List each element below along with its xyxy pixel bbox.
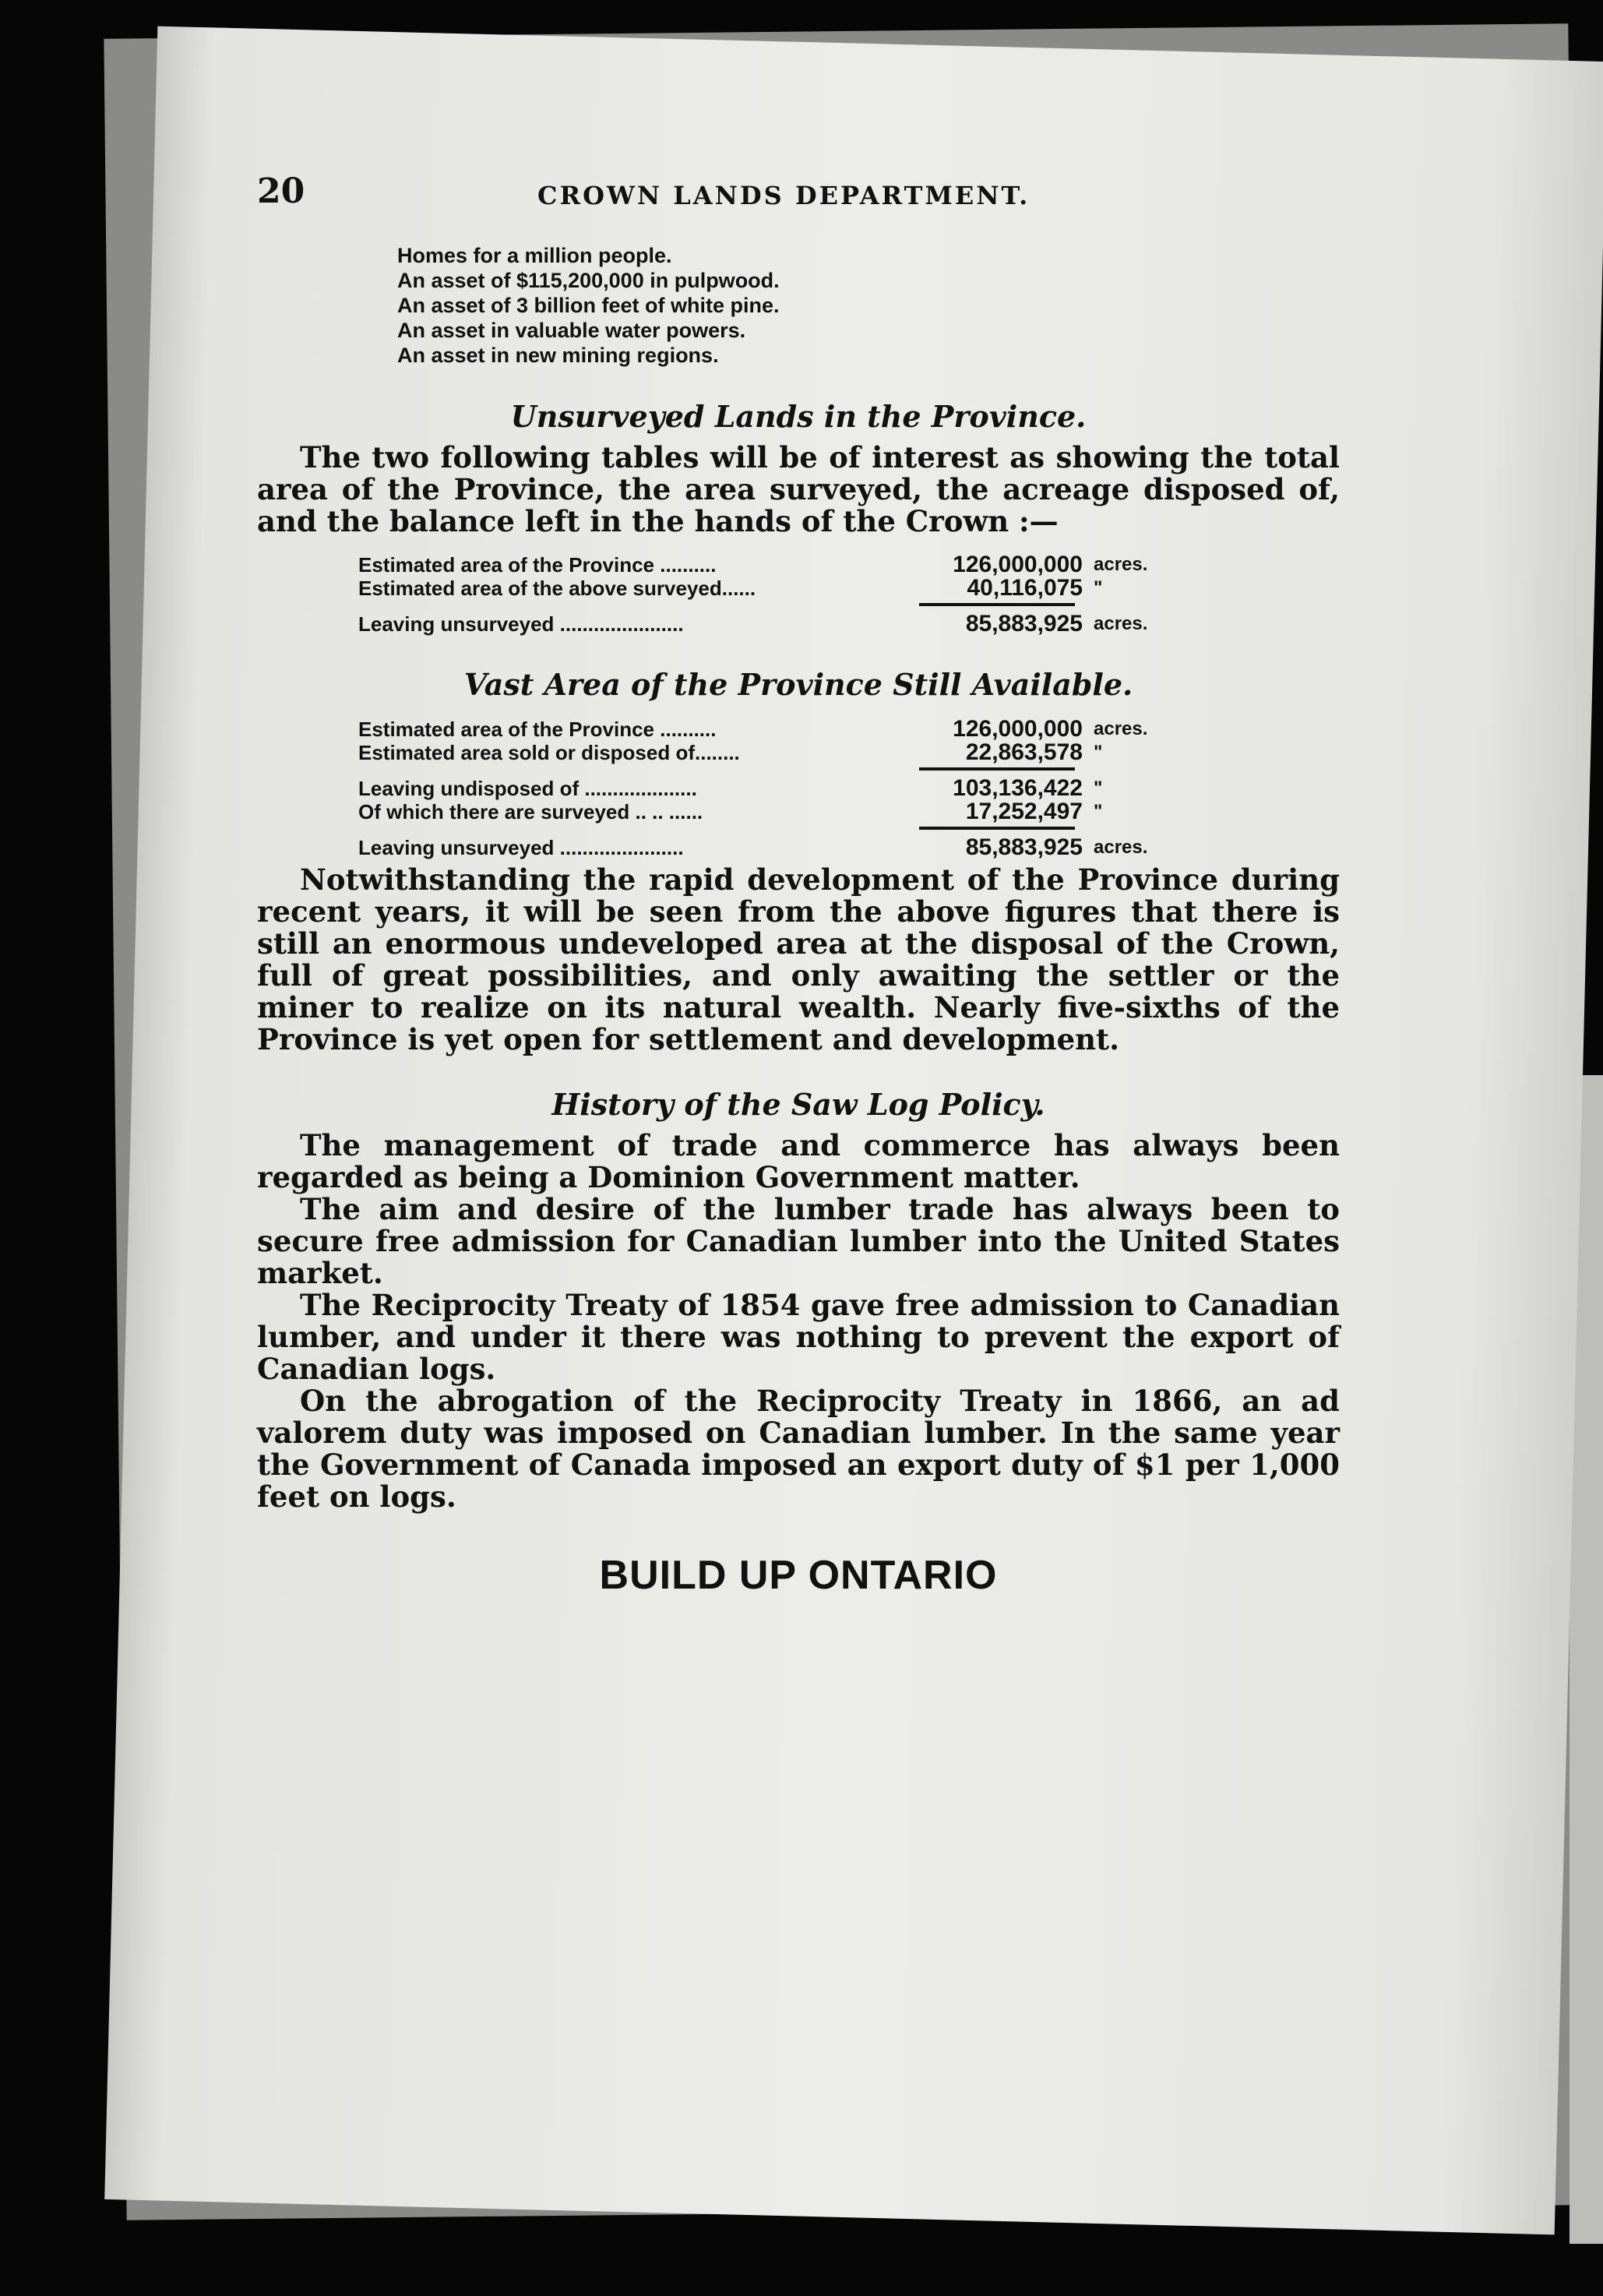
row-label: Estimated area sold or disposed of........ bbox=[358, 741, 740, 764]
table-available bbox=[358, 718, 1184, 859]
row-unit: " bbox=[1094, 778, 1103, 799]
running-title: CROWN LANDS DEPARTMENT. bbox=[537, 181, 1030, 210]
sum-rule bbox=[919, 827, 1075, 830]
section2-paragraph: Notwithstanding the rapid development of the Province during recent years, it will be seen from the above figures that there is still an enormous undeveloped area at the disposal of the Crown, full of great possibilities, and only awaiting the settler or the miner to realize on its natural wealth. Nearly five-sixths of the Province is yet open for settlement and development. bbox=[257, 862, 1340, 1056]
table-result-row bbox=[358, 612, 1184, 636]
row-label: Estimated area of the Province .......... bbox=[358, 553, 717, 577]
row-label: Estimated area of the above surveyed...... bbox=[358, 577, 756, 600]
row-value: 17,252,497 bbox=[965, 799, 1083, 824]
row-value: 126,000,000 bbox=[953, 716, 1083, 742]
intro-list-item: An asset of $115,200,000 in pulpwood. bbox=[397, 269, 780, 292]
row-label: Leaving unsurveyed ...................... bbox=[358, 612, 684, 636]
intro-list-item: An asset in valuable water powers. bbox=[397, 319, 746, 342]
running-head bbox=[257, 171, 1340, 226]
section3-paragraph: On the abrogation of the Reciprocity Treaty in 1866, an ad valorem duty was imposed on Canadian lumber. In the same year the Government of Canada imposed an export duty of $1 per 1,000 feet on logs. bbox=[257, 1384, 1340, 1514]
page-content bbox=[257, 171, 1340, 1599]
row-value: 126,000,000 bbox=[953, 552, 1083, 577]
row-value: 22,863,578 bbox=[965, 739, 1083, 765]
page-number: 20 bbox=[257, 171, 305, 211]
table-row bbox=[358, 800, 1184, 824]
row-unit: acres. bbox=[1094, 837, 1148, 858]
table-row bbox=[358, 741, 1184, 764]
table-row bbox=[358, 777, 1184, 800]
section-heading-unsurveyed: Unsurveyed Lands in the Province. bbox=[510, 399, 1087, 434]
row-label: Leaving unsurveyed ...................... bbox=[358, 836, 684, 859]
row-unit: " bbox=[1094, 577, 1103, 598]
row-value: 85,883,925 bbox=[965, 834, 1083, 860]
row-unit: acres. bbox=[1094, 613, 1148, 634]
section1-paragraph: The two following tables will be of interest as showing the total area of the Province, the area surveyed, the acreage disposed of, and the balance left in the hands of the Crown :— bbox=[257, 440, 1340, 538]
row-unit: acres. bbox=[1094, 718, 1148, 739]
row-value: 85,883,925 bbox=[965, 611, 1083, 637]
row-label: Estimated area of the Province .......... bbox=[358, 718, 717, 741]
row-label: Leaving undisposed of .................... bbox=[358, 777, 697, 800]
intro-list-item: An asset in new mining regions. bbox=[397, 344, 719, 367]
intro-list-item: An asset of 3 billion feet of white pine. bbox=[397, 294, 780, 317]
row-unit: acres. bbox=[1094, 554, 1148, 575]
intro-list-item: Homes for a million people. bbox=[397, 244, 672, 267]
sum-rule bbox=[919, 603, 1075, 606]
intro-list bbox=[397, 243, 1340, 368]
section-heading-saw-log: History of the Saw Log Policy. bbox=[551, 1087, 1045, 1122]
sum-rule bbox=[919, 767, 1075, 771]
row-unit: " bbox=[1094, 742, 1103, 763]
row-label: Of which there are surveyed .. .. ...... bbox=[358, 800, 703, 824]
table-result-row bbox=[358, 836, 1184, 859]
table-row bbox=[358, 718, 1184, 741]
footer-banner: BUILD UP ONTARIO bbox=[599, 1553, 998, 1598]
table-row bbox=[358, 577, 1184, 600]
row-value: 103,136,422 bbox=[953, 775, 1083, 801]
section3-paragraph: The management of trade and commerce has always been regarded as being a Dominion Government matter. bbox=[257, 1128, 1340, 1194]
row-unit: " bbox=[1094, 801, 1103, 822]
section3-paragraph: The aim and desire of the lumber trade has always been to secure free admission for Canadian lumber into the United States market. bbox=[257, 1192, 1340, 1290]
section-heading-vast-area: Vast Area of the Province Still Available. bbox=[463, 667, 1133, 702]
row-value: 40,116,075 bbox=[967, 575, 1083, 601]
section3-paragraph: The Reciprocity Treaty of 1854 gave free admission to Canadian lumber, and under it there was nothing to prevent the export of Canadian logs. bbox=[257, 1288, 1340, 1386]
table-row bbox=[358, 553, 1184, 577]
table-unsurveyed bbox=[358, 553, 1184, 636]
